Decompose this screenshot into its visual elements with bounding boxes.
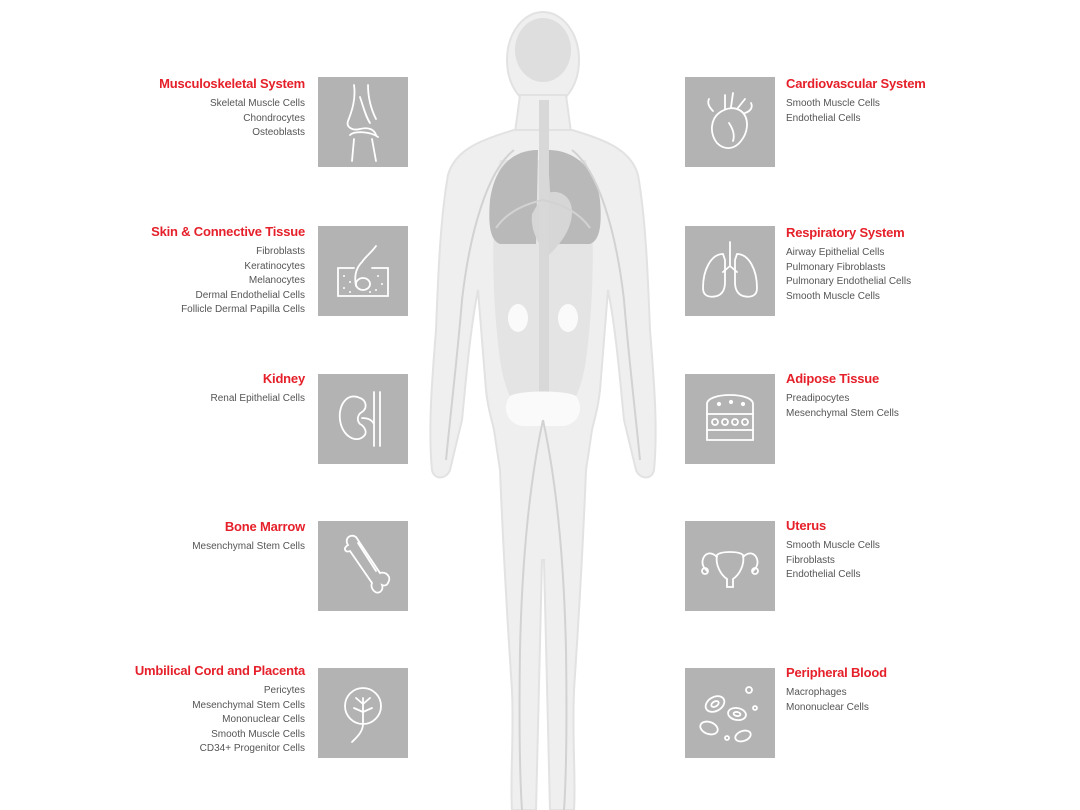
cell-type: Dermal Endothelial Cells: [195, 289, 305, 301]
cell-type: Keratinocytes: [244, 260, 305, 272]
musculoskeletal-tile: [318, 77, 408, 167]
lungs-icon: [685, 226, 775, 316]
bone-icon: [318, 521, 408, 611]
cell-type: Renal Epithelial Cells: [210, 393, 305, 404]
cell-type: Pulmonary Fibroblasts: [786, 261, 886, 273]
cell-type: Mesenchymal Stem Cells: [786, 407, 899, 419]
cell-type: Smooth Muscle Cells: [786, 98, 880, 109]
cell-type: Osteoblasts: [252, 127, 305, 138]
cell-type: Endothelial Cells: [786, 112, 861, 124]
cell-type: Follicle Dermal Papilla Cells: [181, 304, 305, 315]
cell-type: CD34+ Progenitor Cells: [199, 743, 305, 754]
group-umbilical-cord-placenta: [125, 663, 305, 757]
cell-type: Mesenchymal Stem Cells: [192, 541, 305, 552]
cell-type: Chondrocytes: [243, 112, 305, 124]
group-musculoskeletal-system: [125, 76, 305, 141]
group-cardiovascular-system: [786, 76, 966, 126]
group-title: Cardiovascular System: [786, 76, 926, 91]
group-skin-connective-tissue: [125, 224, 305, 318]
cell-type: Pulmonary Endothelial Cells: [786, 276, 912, 287]
blood-cells-icon: [685, 668, 775, 758]
cell-type: Endothelial Cells: [786, 569, 861, 580]
knee-joint-icon: [318, 77, 408, 167]
group-title: Uterus: [786, 518, 826, 533]
bone-marrow-tile: [318, 521, 408, 611]
group-peripheral-blood: [786, 665, 966, 715]
cell-type: Fibroblasts: [786, 554, 835, 566]
group-title: Skin & Connective Tissue: [151, 224, 305, 239]
aorta: [539, 100, 549, 420]
placenta-icon: [318, 668, 408, 758]
group-title: Respiratory System: [786, 225, 905, 240]
group-uterus: [786, 518, 966, 583]
cell-type: Preadipocytes: [786, 393, 850, 404]
cell-type: Pericytes: [263, 685, 305, 696]
group-kidney: [125, 371, 305, 407]
kidney-icon: [318, 374, 408, 464]
respiratory-tile: [685, 226, 775, 316]
kidney-tile: [318, 374, 408, 464]
group-title: Kidney: [262, 371, 305, 386]
brain: [515, 18, 571, 82]
peripheral-blood-tile: [685, 668, 775, 758]
cell-type: Fibroblasts: [256, 246, 305, 257]
skin-tile: [318, 226, 408, 316]
cell-type: Smooth Muscle Cells: [786, 540, 880, 551]
left-kidney: [508, 304, 528, 332]
cell-type: Macrophages: [786, 687, 847, 698]
group-respiratory-system: [786, 225, 966, 304]
group-title: Umbilical Cord and Placenta: [134, 663, 305, 678]
cell-type: Smooth Muscle Cells: [211, 728, 305, 740]
adipose-tile: [685, 374, 775, 464]
cell-type: Mononuclear Cells: [786, 701, 869, 713]
group-title: Adipose Tissue: [786, 371, 880, 386]
cell-type: Skeletal Muscle Cells: [209, 98, 305, 109]
cardiovascular-tile: [685, 77, 775, 167]
uterus-icon: [685, 521, 775, 611]
group-title: Musculoskeletal System: [159, 76, 305, 91]
group-title: Bone Marrow: [224, 519, 305, 534]
group-bone-marrow: [125, 519, 305, 555]
cell-type: Airway Epithelial Cells: [786, 247, 885, 258]
adipose-tissue-icon: [685, 374, 775, 464]
group-title: Peripheral Blood: [786, 665, 887, 680]
umbilical-tile: [318, 668, 408, 758]
cell-type: Melanocytes: [248, 275, 305, 286]
cell-type: Smooth Muscle Cells: [786, 290, 880, 302]
cell-type: Mononuclear Cells: [222, 714, 305, 725]
right-kidney: [558, 304, 578, 332]
cell-type: Mesenchymal Stem Cells: [192, 699, 305, 711]
uterus-tile: [685, 521, 775, 611]
group-adipose-tissue: [786, 371, 966, 421]
heart-icon: [685, 77, 775, 167]
skin-hair-follicle-icon: [318, 226, 408, 316]
